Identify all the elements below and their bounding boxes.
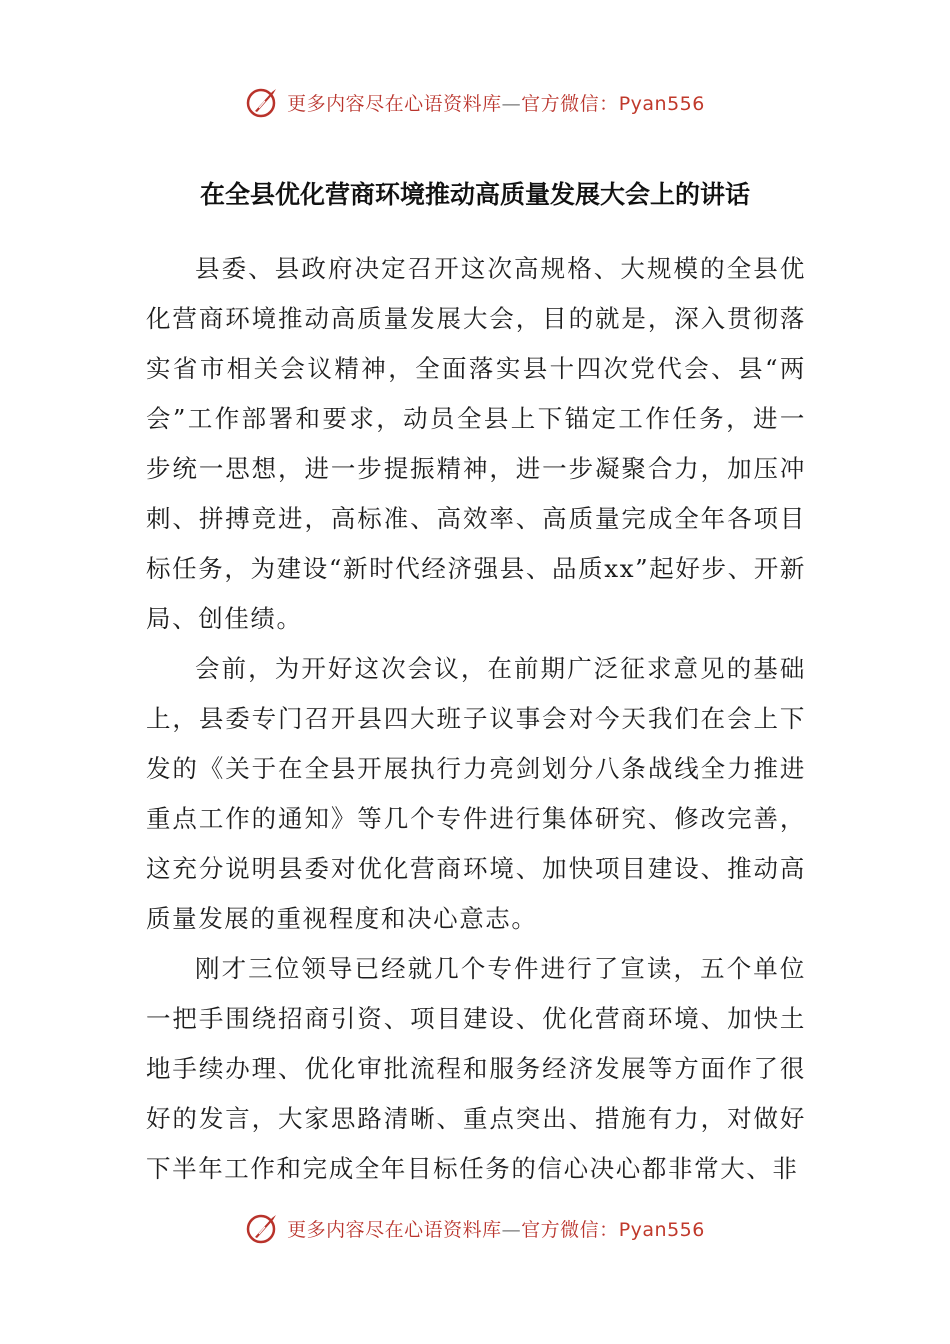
document-title: 在全县优化营商环境推动高质量发展大会上的讲话 bbox=[199, 180, 750, 209]
document-body bbox=[146, 244, 806, 1194]
paragraph: 会前，为开好这次会议，在前期广泛征求意见的基础上，县委专门召开县四大班子议事会对今天我们在会上下发的《关于在全县开展执行力亮剑划分八条战线全力推进重点工作的通知》等几个专件进行集体研究、修改完善，这充分说明县委对优化营商环境、加快项目建设、推动高质量发展的重视程度和决心意志。 bbox=[146, 654, 806, 933]
watermark-text: 更多内容尽在心语资料库—官方微信：Pyan556 bbox=[287, 92, 705, 115]
watermark-text: 更多内容尽在心语资料库—官方微信：Pyan556 bbox=[287, 1218, 705, 1241]
quill-logo-icon bbox=[245, 84, 281, 120]
paragraph: 刚才三位领导已经就几个专件进行了宣读，五个单位一把手围绕招商引资、项目建设、优化营商环境、加快土地手续办理、优化审批流程和服务经济发展等方面作了很好的发言，大家思路清晰、重点突出、措施有力，对做好下半年工作和完成全年目标任务的信心决心都非常大、非 bbox=[146, 954, 806, 1183]
header-watermark bbox=[0, 82, 950, 122]
footer-watermark bbox=[0, 1208, 950, 1248]
quill-logo-icon bbox=[245, 1210, 281, 1246]
paragraph: 县委、县政府决定召开这次高规格、大规模的全县优化营商环境推动高质量发展大会，目的就是，深入贯彻落实省市相关会议精神，全面落实县十四次党代会、县“两会”工作部署和要求，动员全县上下锚定工作任务，进一步统一思想，进一步提振精神，进一步凝聚合力，加压冲刺、拼搏竞进，高标准、高效率、高质量完成全年各项目标任务，为建设“新时代经济强县、品质xx”起好步、开新局、创佳绩。 bbox=[146, 254, 806, 633]
